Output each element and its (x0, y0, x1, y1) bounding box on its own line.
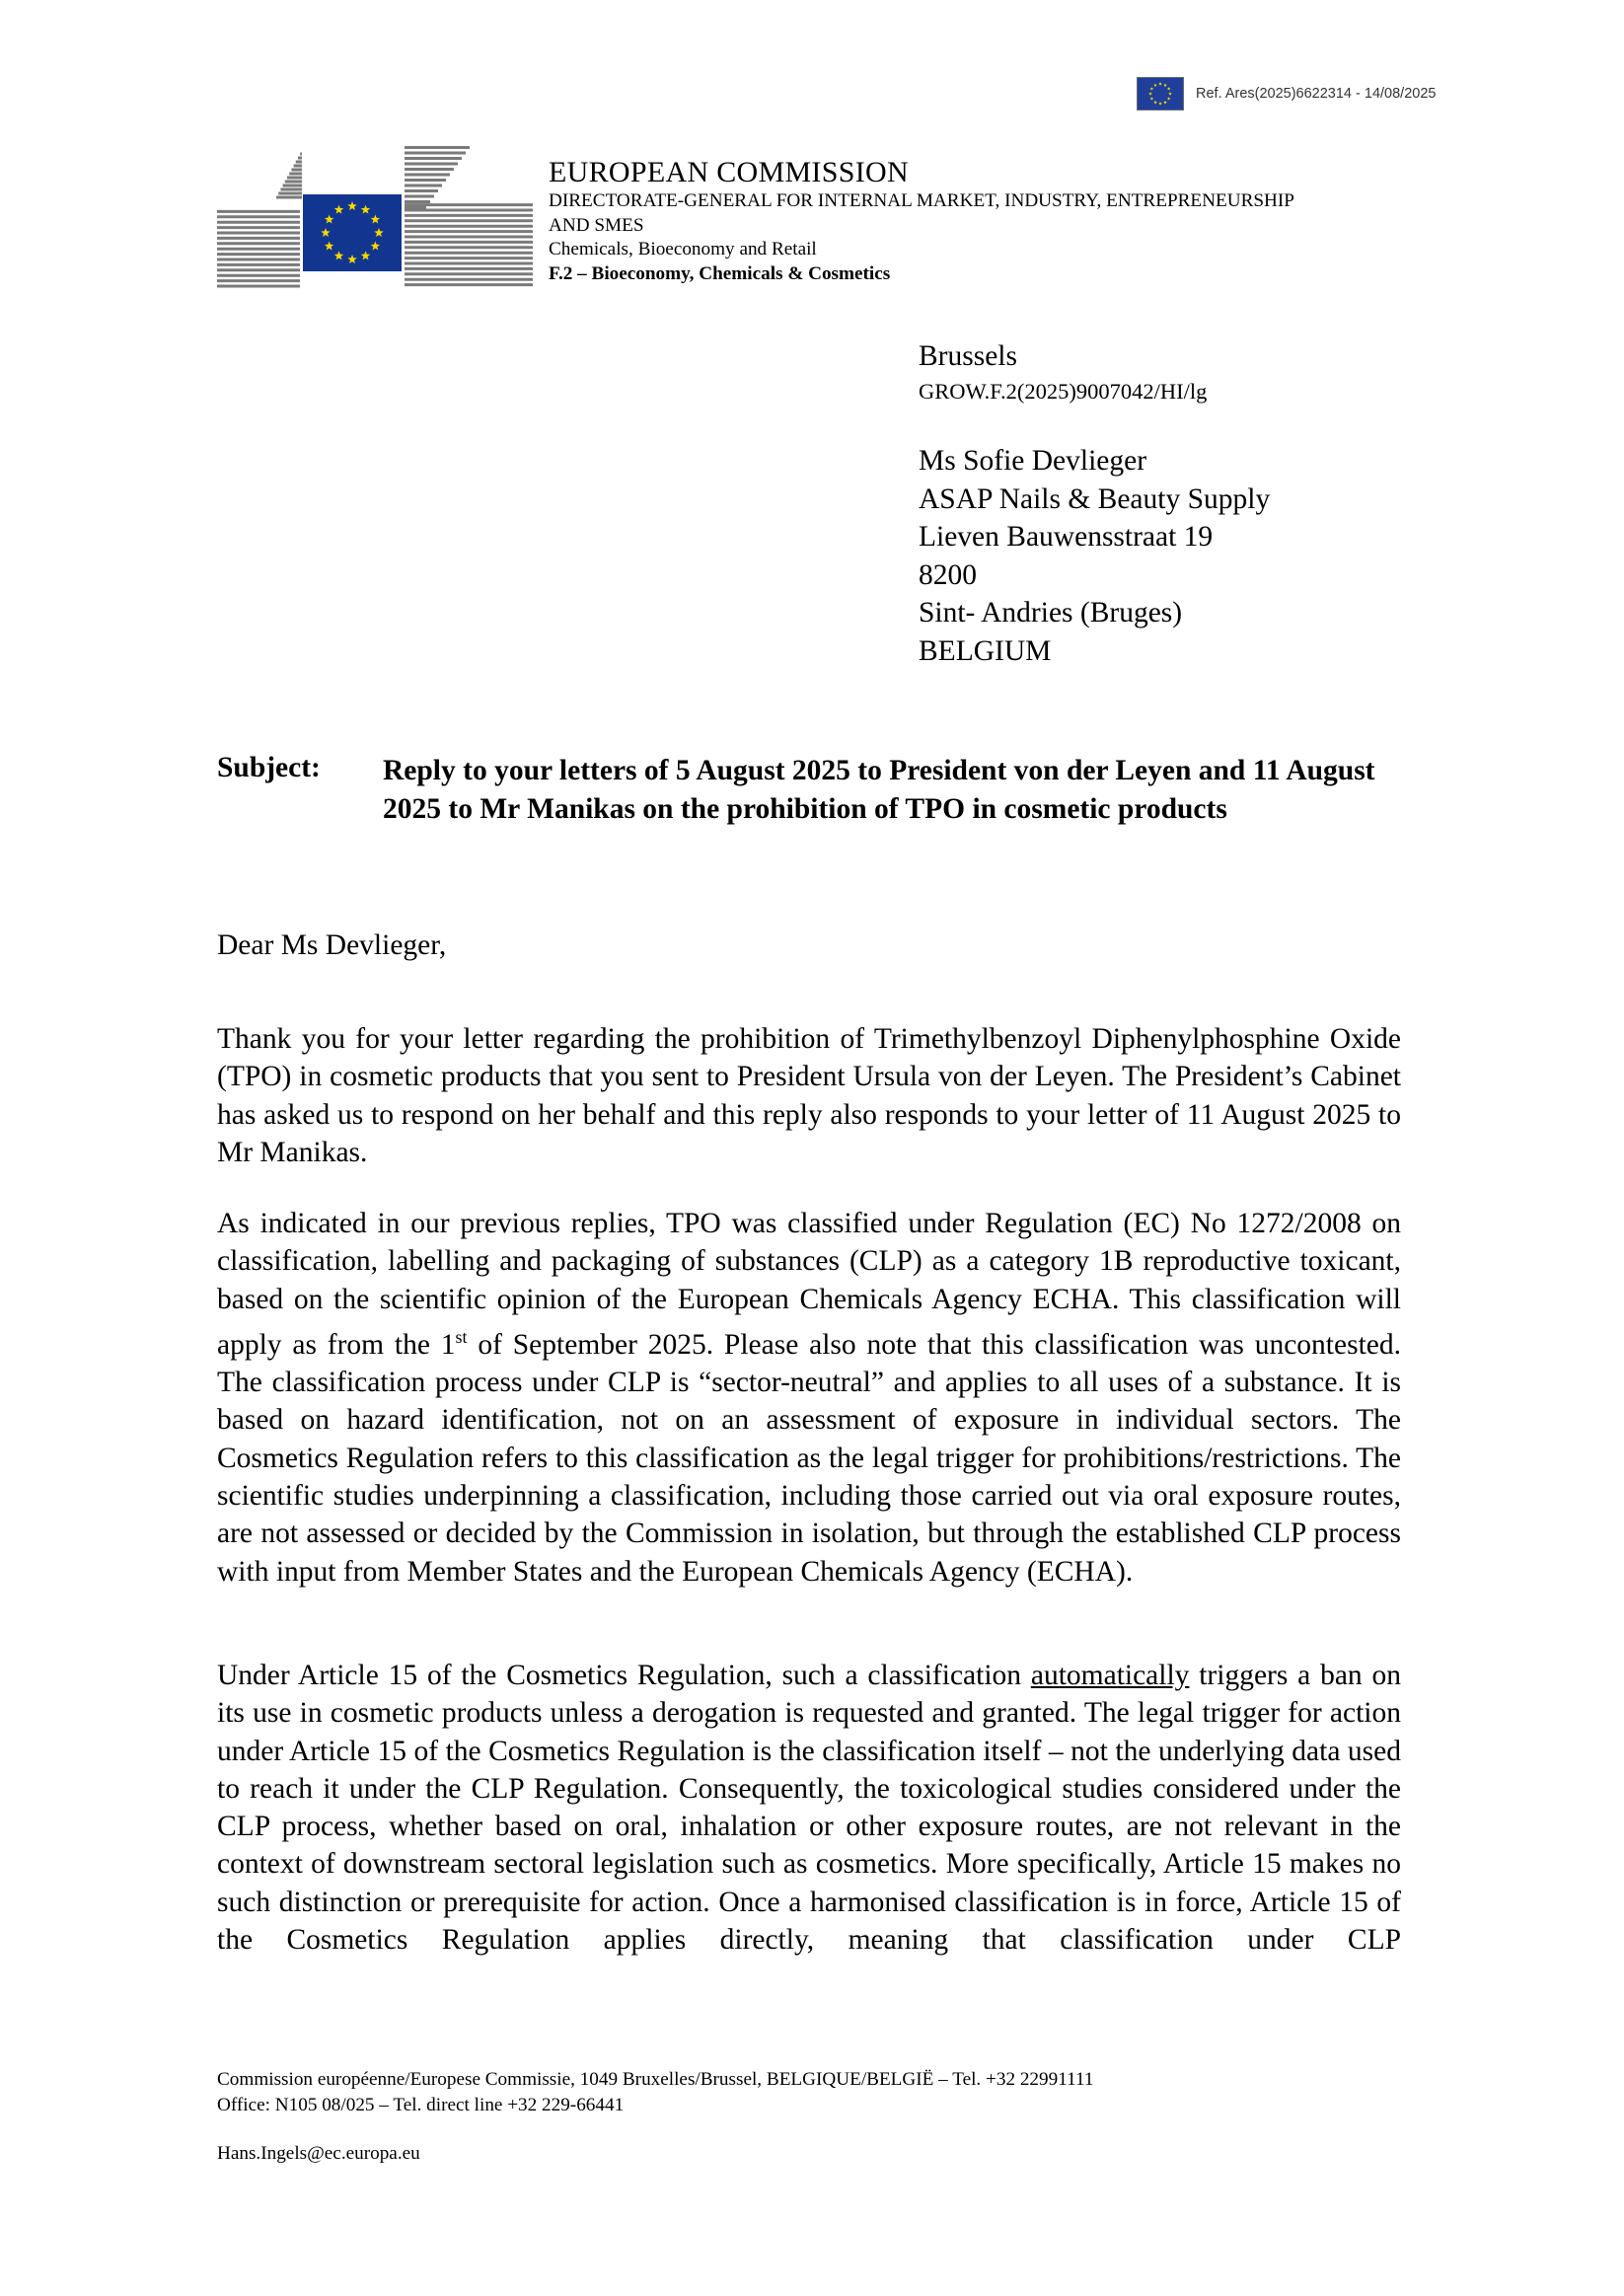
european-commission-logo (217, 138, 533, 288)
unit-name: F.2 – Bioeconomy, Chemicals & Cosmetics (549, 262, 891, 284)
footer-line-1: Commission européenne/Europese Commissie, 1049 Bruxelles/Brussel, BELGIQUE/BELGIË – Tel. +32 22991111 (217, 2069, 1094, 2090)
ares-reference-text: Ref. Ares(2025)6622314 - 14/08/2025 (1196, 86, 1437, 102)
contact-email: Hans.Ingels@ec.europa.eu (217, 2143, 420, 2164)
recipient-postcode: 8200 (919, 558, 977, 591)
paragraph-3-text-start: Under Article 15 of the Cosmetics Regulation, such a classification (217, 1660, 1031, 1691)
paragraph-2-text-start: As indicated in our previous replies, TPO was classified under Regulation (EC) No 1272/2008 on classification, labelling and packaging of substances (CLP) as a category 1B reproductive toxicant, based on the scientific opinion of the European Chemicals Agency ECHA. This classification will apply as from the 1 (217, 1208, 1401, 1361)
underlined-emphasis: automatically (1030, 1660, 1190, 1691)
eu-flag-icon (1137, 77, 1184, 111)
footer-address (217, 2067, 1093, 2117)
salutation: Dear Ms Devlieger, (217, 929, 447, 961)
directorate-name: Chemicals, Bioeconomy and Retail (549, 239, 817, 259)
body-paragraph-3 (217, 1657, 1401, 1959)
recipient-street: Lieven Bauwensstraat 19 (919, 521, 1214, 554)
paragraph-3-text-end: triggers a ban on its use in cosmetic products unless a derogation is requested and granted. The legal trigger for action under Article 15 of the Cosmetics Regulation is the classification itself – not the underlying data used to reach it under the CLP Regulation. Consequently, the toxicological studies considered under the CLP process, whether based on oral, inhalation or other exposure routes, are not relevant in the context of downstream sectoral legislation such as cosmetics. More specifically, Article 15 makes no such distinction or prerequisite for action. Once a harmonised classification is in force, Article 15 of the Cosmetics Regulation applies directly, meaning that classification under CLP (217, 1660, 1401, 1957)
footer-line-2: Office: N105 08/025 – Tel. direct line +32 229-66441 (217, 2094, 625, 2115)
body-paragraph-1: Thank you for your letter regarding the prohibition of Trimethylbenzoyl Diphenylphosphine Oxide (TPO) in cosmetic products that you sent to President Ursula von der Leyen. The President’s Cabinet has asked us to respond on her behalf and this reply also responds to your letter of 11 August 2025 to Mr Manikas. (217, 1023, 1401, 1168)
document-reference: GROW.F.2(2025)9007042/HI/lg (919, 379, 1208, 404)
place: Brussels (919, 340, 1017, 372)
ordinal-superscript: st (455, 1326, 468, 1347)
recipient-company: ASAP Nails & Beauty Supply (919, 482, 1271, 515)
letterhead (549, 156, 1545, 286)
directorate-general-line-2: AND SMES (549, 214, 644, 236)
recipient-city: Sint- Andries (Bruges) (919, 597, 1183, 630)
ares-reference-stamp (1137, 77, 1436, 111)
organisation-name: EUROPEAN COMMISSION (549, 156, 909, 188)
recipient-name: Ms Sofie Devlieger (919, 445, 1147, 477)
subject-text: Reply to your letters of 5 August 2025 to President von der Leyen and 11 August 2025 to Mr Manikas on the prohibition of TPO in cosmetic products (383, 755, 1375, 825)
subject-label: Subject: (217, 752, 321, 783)
recipient-country: BELGIUM (919, 634, 1052, 667)
recipient-address (919, 442, 1270, 671)
directorate-general-line-1: DIRECTORATE-GENERAL FOR INTERNAL MARKET, INDUSTRY, ENTREPRENEURSHIP (549, 190, 1294, 211)
body-paragraph-2 (217, 1205, 1401, 1591)
paragraph-2-text-end: of September 2025. Please also note that this classification was uncontested. The classification process under CLP is “sector-neutral” and applies to all uses of a substance. It is based on hazard identification, not on an assessment of exposure in individual sectors. The Cosmetics Regulation refers to this classification as the legal trigger for prohibitions/restrictions. The scientific studies underpinning a classification, including those carried out via oral exposure routes, are not assessed or decided by the Commission in isolation, but through the established CLP process with input from Member States and the European Chemicals Agency (ECHA). (217, 1328, 1401, 1588)
